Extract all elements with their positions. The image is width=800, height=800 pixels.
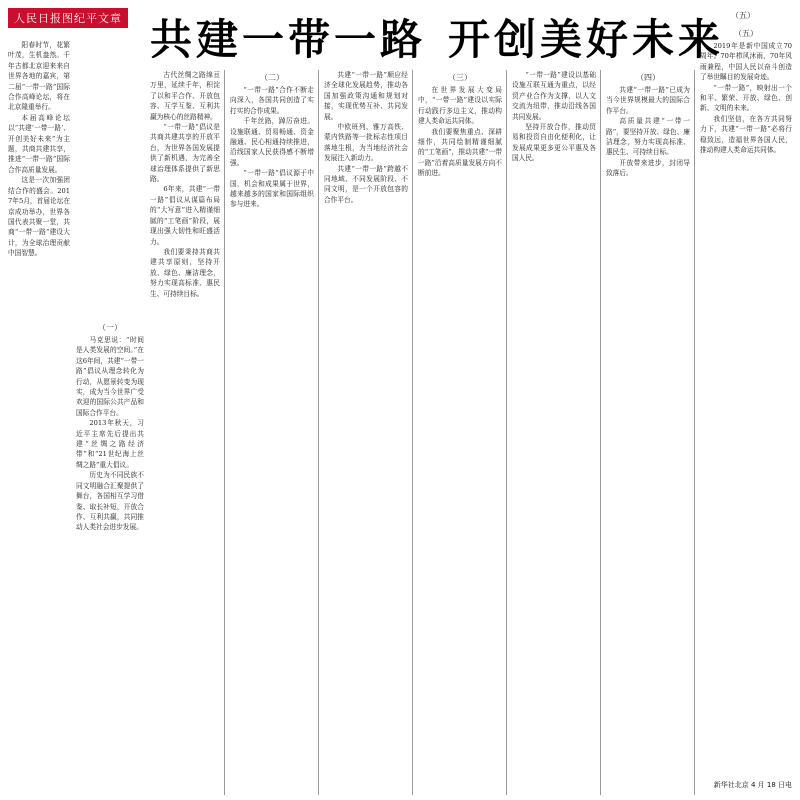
paragraph: “一带一路”，映射出一个和平、繁荣、开放、绿色、创新、文明的未来。	[700, 83, 792, 113]
article-column-5	[324, 70, 408, 792]
paragraph: 共建“一带一路”顺应经济全球化发展趋势，推动各国加强政策沟通和规划对接，实现优势互补、共同发展。	[324, 71, 408, 121]
column-rule	[412, 70, 413, 795]
paragraph: “一带一路”建设以基础设施互联互通为重点，以经贸产业合作为支撑，以人文交流为纽带，推动沿线各国共同发展。	[512, 71, 596, 121]
article-column-9	[700, 26, 792, 766]
article-column-6	[418, 70, 502, 792]
paragraph: “一带一路”倡议源于中国，机会和成果属于世界，越来越多的国家和国际组织参与进来。	[230, 169, 314, 209]
column-rule	[506, 70, 507, 795]
headline-part-2: 开创美好未来	[448, 15, 725, 64]
article-column-8	[606, 70, 690, 792]
paragraph: 阳春时节，花繁叶茂，生机盎然。千年古都北京迎来来自世界各地的嘉宾，第二届“一带一路”国际合作高峰论坛，将在北京隆重举行。	[8, 41, 70, 112]
paragraph: 历史为不同民族不同文明融合汇聚提供了舞台，各国相互学习借鉴、取长补短，开放合作、互利共赢，共同推动人类社会进步发展。	[76, 471, 144, 532]
paragraph: 中欧班列、雅万高铁、蒙内铁路等一批标志性项目落地生根，为当地经济社会发展注入新动力。	[324, 123, 408, 163]
paragraph: “一带一路”合作不断走向深入，各国共同创造了实打实的合作成果。	[230, 86, 314, 115]
column-rule	[318, 70, 319, 795]
article-column-1	[8, 40, 70, 792]
paragraph: 高质量共建“一带一路”，要坚持开放、绿色、廉洁理念，努力实现高标准、惠民生、可持续目标。	[606, 117, 690, 157]
column-rule	[694, 70, 695, 795]
paragraph: 古代丝绸之路绵亘万里，延续千年，积淀了以和平合作、开放包容、互学互鉴、互利共赢为核心的丝路精神。	[150, 71, 220, 121]
paragraph: 本届高峰论坛以“共建‘一带一路’、开创美好未来”为主题，共商共建共享，推进“一带一路”国际合作高质量发展。	[8, 113, 70, 174]
article-column-4	[230, 70, 314, 792]
headline-part-1: 共建一带一路	[150, 15, 427, 64]
paragraph: 千年丝路，踔厉奋进。设施联通、贸易畅通、资金融通、民心相通持续推进，沿线国家人民获得感不断增强。	[230, 117, 314, 167]
paragraph: 坚持开放合作，推动贸易和投资自由化便利化，让发展成果更多更公平惠及各国人民。	[512, 123, 596, 163]
paragraph: 我们要秉持共商共建共享原则，坚持开放、绿色、廉洁理念，努力实现高标准、惠民生、可持续目标。	[150, 247, 220, 298]
news-credit: 新华社北京 4 月 18 日电	[713, 781, 792, 789]
article-column-3	[150, 70, 220, 792]
section-heading-two: （二）	[260, 73, 284, 82]
column-rule	[600, 70, 601, 795]
paragraph: 马克思说：“时间是人类发展的空间。”在这6年间，共建“一带一路”倡议从理念转化为行动，从愿景转变为现实，成为当今世界广受欢迎的国际公共产品和国际合作平台。	[76, 336, 144, 417]
paragraph: “一带一路”倡议是共商共建共享的开放平台，为世界各国发展提供了新机遇，为完善全球治理体系提供了新思路。	[150, 123, 220, 184]
paragraph: 我们坚信，在各方共同努力下，共建“一带一路”必将行稳致远，造福世界各国人民，推动构建人类命运共同体。	[700, 114, 792, 155]
paragraph: 6年来，共建“一带一路”倡议从谋篇布局的“大写意”进入精谨细腻的“工笔画”阶段，展现出强大韧性和旺盛活力。	[150, 185, 220, 246]
section-heading-five-top: （五）	[731, 11, 755, 20]
column-rule	[224, 70, 225, 795]
paragraph: 共建“一带一路”跨越不同地域、不同发展阶段、不同文明，是一个开放包容的合作平台。	[324, 164, 408, 204]
paragraph: 2019年是新中国成立70周年。70年栉风沐雨，70年风雨兼程，中国人民以奋斗创造了举世瞩目的发展奇迹。	[700, 42, 792, 82]
article-column-2	[76, 320, 144, 792]
paragraph: 共建“一带一路”已成为当今世界规模最大的国际合作平台。	[606, 86, 690, 115]
headline	[150, 14, 725, 66]
section-heading-four: （四）	[636, 73, 660, 82]
section-heading-five: （五）	[734, 29, 758, 38]
article-column-7	[512, 70, 596, 792]
paragraph: 开放带来进步，封闭导致落后。	[606, 158, 690, 178]
column-tag: 人民日报图纪平文章	[8, 8, 128, 28]
paragraph: 在世界发展大变局中，“一带一路”建设以实际行动践行多边主义，推动构建人类命运共同体。	[418, 86, 502, 126]
section-heading-one: （一）	[98, 323, 122, 332]
section-heading-three: （三）	[448, 73, 472, 82]
paragraph: 2013年秋天，习近平主席先后提出共建“丝绸之路经济带”和“21世纪海上丝绸之路”重大倡议。	[76, 419, 144, 469]
paragraph: 这是一次加强团结合作的盛会。2017年5月，首届论坛在京成功举办，世界各国代表共聚一堂，共商“一带一路”建设大计，为全球治理贡献中国智慧。	[8, 176, 70, 258]
paragraph: 我们要聚焦重点、深耕细作，共同绘制精谨细腻的“工笔画”，推动共建“一带一路”沿着高质量发展方向不断前进。	[418, 127, 502, 178]
